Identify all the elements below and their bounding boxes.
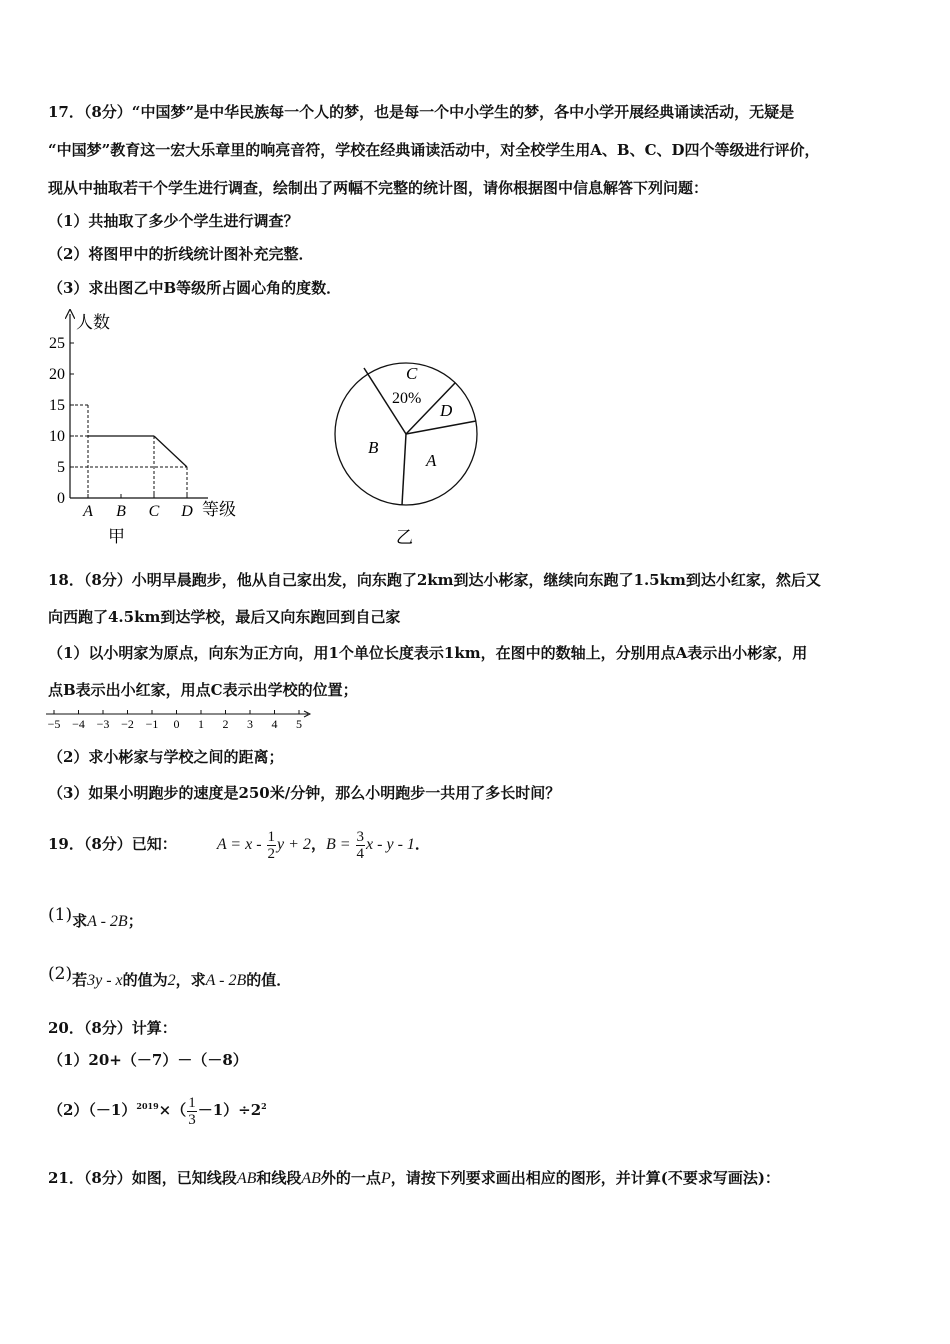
numberline-label-2: −3 — [96, 717, 110, 731]
y-tick-label-0: 0 — [57, 490, 65, 507]
pie-label-a: A — [426, 451, 437, 470]
q19-p2-text1: 若 — [72, 971, 88, 989]
q17-line2: “中国梦”教育这一宏大乐章里的响亮音符，学校在经典诵读活动中，对全校学生用A、B、C、D四个等级进行评价， — [48, 141, 820, 159]
q21-text1: 21．（8分）如图，已知线段 — [48, 1169, 237, 1187]
y-axis-title: 人数 — [76, 313, 110, 332]
x-tick-label-B: B — [116, 503, 126, 520]
q20-sub2-c: －1）÷2 — [197, 1101, 262, 1119]
q19-p2-text3: ，求 — [175, 971, 206, 989]
q21-text3: 外的一点 — [320, 1169, 381, 1187]
q19-p2-expr1: 3y - x — [87, 972, 123, 989]
pie-divider-ab — [402, 434, 406, 505]
q20-fraction: $\frac{1}{3}$ — [188, 1094, 196, 1128]
q17-sub2: （2）将图甲中的折线统计图补充完整． — [48, 245, 314, 263]
q21-ab1: AB — [236, 1170, 257, 1187]
q21-point-p: P — [380, 1170, 391, 1187]
q19-B-eq: = — [335, 836, 355, 853]
q19-comma: ， — [310, 835, 326, 853]
q19-end: ． — [414, 835, 430, 853]
q19-A-symbol: A — [216, 836, 227, 853]
x-tick-label-D: D — [181, 503, 193, 520]
q19-p1-label: (1) — [48, 905, 73, 925]
q20-sub1: （1）20+（－7）－（－8） — [48, 1051, 248, 1069]
x-tick-label-C: C — [148, 503, 160, 520]
q21-line — [48, 1168, 780, 1189]
numberline-label-5: 0 — [173, 717, 180, 731]
q19-p2-text2: 的值为 — [122, 971, 168, 989]
q19-line — [48, 822, 430, 867]
series-segment-c-d — [154, 436, 187, 467]
pie-label-c-percent: 20% — [392, 390, 422, 407]
pie-label-b: B — [368, 438, 379, 457]
numberline-label-3: −2 — [121, 717, 134, 731]
q19-prefix: 19．（8分）已知： — [48, 835, 177, 853]
numberline-label-9: 4 — [271, 717, 278, 731]
y-tick-label-5: 5 — [57, 459, 65, 476]
q19-B-rest: x - y - 1 — [366, 836, 415, 853]
y-tick-label-15: 15 — [49, 397, 65, 414]
numberline-label-1: −4 — [72, 717, 85, 731]
q17-sub3: （3）求出图乙中B等级所占圆心角的度数． — [48, 279, 342, 297]
q19-part2 — [48, 964, 291, 991]
numberline-label-8: 3 — [247, 717, 253, 731]
q19-p1-end: ； — [127, 912, 143, 930]
pie-label-c: C — [406, 364, 418, 383]
y-tick-label-25: 25 — [49, 335, 65, 352]
q19-p1-expr: A - 2B — [87, 913, 128, 930]
q19-A-eq: = x - — [226, 836, 266, 853]
q20-sub2-exponent2: 2 — [261, 1101, 267, 1111]
chart-jia-caption: 甲 — [108, 527, 125, 546]
q18-line2: 向西跑了4.5km到达学校，最后又向东跑回到自己家 — [48, 608, 401, 626]
numberline-label-10: 5 — [296, 717, 302, 731]
q19-p2-value: 2 — [167, 972, 176, 989]
q19-p1-text: 求 — [72, 912, 88, 930]
q17-line1: 17．（8分）“中国梦”是中华民族每一个人的梦，也是每一个中小学生的梦，各中小学开展经典诵读活动，无疑是 — [48, 103, 795, 121]
q20-sub2-b: ×（ — [158, 1101, 187, 1119]
q21-ab2: AB — [301, 1170, 321, 1187]
q20-sub2 — [48, 1086, 267, 1130]
numberline-label-7: 2 — [222, 717, 229, 731]
q19-B-fraction: $\frac{3}{4}$ — [356, 828, 365, 862]
q19-B-symbol: B — [325, 836, 336, 853]
q20-sub2-a: （2）（－1） — [48, 1101, 137, 1119]
q20-title: 20．（8分）计算： — [48, 1019, 177, 1037]
q21-text4: ，请按下列要求画出相应的图形，并计算(不要求写画法)： — [390, 1169, 780, 1187]
numberline-label-0: −5 — [47, 717, 61, 731]
x-tick-label-A: A — [83, 503, 93, 520]
q18-sub1a: （1）以小明家为原点，向东为正方向，用1个单位长度表示1km，在图中的数轴上，分别用点A表示出小彬家，用 — [48, 644, 808, 662]
q18-sub2: （2）求小彬家与学校之间的距离； — [48, 748, 284, 766]
q20-sub2-exponent: 2019 — [136, 1101, 159, 1111]
q19-A-rest: y + 2 — [277, 836, 311, 853]
pie-label-d: D — [440, 401, 453, 420]
q19-p2-label: (2) — [48, 964, 73, 984]
q17-sub1: （1）共抽取了多少个学生进行调查？ — [48, 212, 299, 230]
x-axis-title: 等级 — [202, 500, 236, 519]
y-tick-label-10: 10 — [49, 428, 65, 445]
q19-p2-expr2: A - 2B — [205, 972, 247, 989]
chart-yi-caption: 乙 — [396, 528, 413, 547]
numberline-label-4: −1 — [145, 717, 159, 731]
q19-p2-text4: 的值． — [246, 971, 292, 989]
numberline-label-6: 1 — [198, 717, 204, 731]
q21-text2: 和线段 — [256, 1169, 302, 1187]
number-line — [42, 706, 322, 734]
q18-sub1b: 点B表示出小红家，用点C表示出学校的位置； — [48, 681, 358, 699]
pie-chart-yi — [330, 350, 490, 550]
q19-part1 — [48, 905, 143, 932]
q17-line3: 现从中抽取若干个学生进行调查，绘制出了两幅不完整的统计图，请你根据图中信息解答下列问题： — [48, 179, 709, 197]
q19-A-fraction: $\frac{1}{2}$ — [267, 828, 276, 862]
q18-line1: 18．（8分）小明早晨跑步，他从自己家出发，向东跑了2km到达小彬家，继续向东跑了1.5km到达小红家，然后又 — [48, 571, 821, 589]
y-tick-label-20: 20 — [49, 366, 65, 383]
q18-sub3: （3）如果小明跑步的速度是250米/分钟，那么小明跑步一共用了多长时间？ — [48, 784, 561, 802]
line-chart-jia — [40, 308, 270, 553]
